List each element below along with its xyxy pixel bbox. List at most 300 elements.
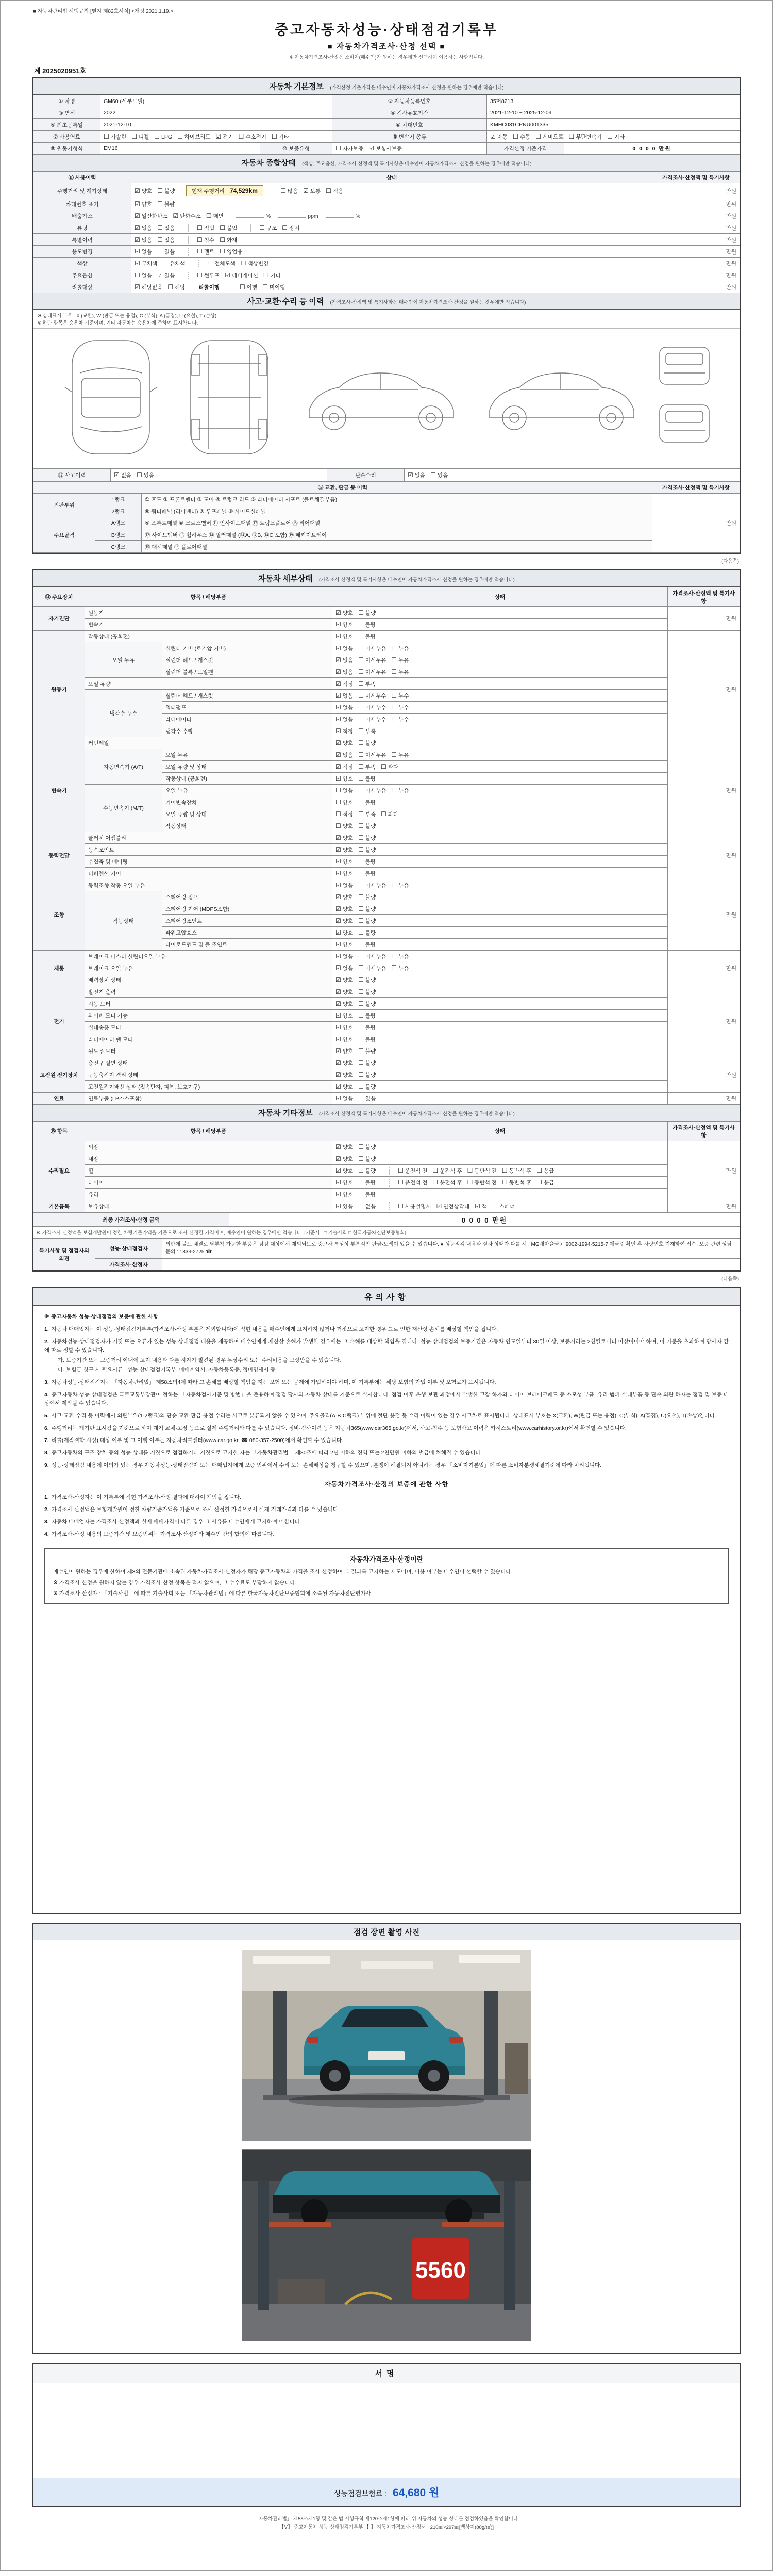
item-name: 추진축 및 베어링 [85,856,332,868]
checkbox-불량[interactable] [358,988,376,996]
item-name: 발전기 출력 [85,986,332,998]
detail-row [33,998,740,1010]
checkbox-양호[interactable] [335,1012,353,1020]
checkbox-불량[interactable] [358,1155,376,1163]
empty-checkbox-icon: ☐ [358,632,364,640]
checkbox-label: 불량 [365,1179,376,1186]
checkbox-장치[interactable] [282,224,299,232]
checkbox-과다[interactable] [381,810,398,818]
notice-item-text: 자동차 매매업자는 가격조사·산정액과 실제 매매가격이 다른 경우 그 사유를 매수인에게 고지하여야 합니다. [51,1519,301,1526]
checkbox-불량[interactable] [358,929,376,937]
checked-checkbox-icon: ☑ [408,471,413,479]
checkbox-누유[interactable] [391,787,409,794]
item-status [332,998,668,1010]
checked-checkbox-icon: ☑ [335,1155,341,1162]
checkbox-불량[interactable] [358,893,376,901]
checkbox-없음[interactable] [135,272,152,279]
checkbox-기타[interactable] [272,133,289,141]
column-header: 가격조사·산정액 및 특기사항 [668,1122,740,1141]
checkbox-양호[interactable] [335,621,353,629]
checkbox-없음[interactable] [335,668,353,676]
checkbox-누수[interactable] [391,716,409,723]
checkbox-불량[interactable] [358,1024,376,1031]
checkbox-없음[interactable] [114,471,131,479]
checkbox-누유[interactable] [391,668,409,676]
item-name: 등속조인트 [85,844,332,856]
checkbox-label: 동반석 후 [509,1179,532,1186]
checkbox-label: 없음 [342,953,354,960]
checkbox-불량[interactable] [358,858,376,866]
checkbox-양호[interactable] [335,988,353,996]
checkbox-양호[interactable] [335,1167,353,1175]
checkbox-없음[interactable] [358,1202,376,1210]
checkbox-부족[interactable] [358,763,376,771]
workshop-car-photo-illustration [242,1950,531,2141]
checkbox-불량[interactable] [358,1047,376,1055]
checkbox-양호[interactable] [335,870,353,877]
checkbox-양호[interactable] [335,976,353,984]
empty-checkbox-icon: ☐ [358,881,364,889]
detail-row [33,856,740,868]
item-status [332,654,668,666]
checkbox-부족[interactable] [358,810,376,818]
checkbox-운전석 전[interactable] [398,1179,427,1187]
checkbox-누수[interactable] [391,692,409,700]
checkbox-적정[interactable] [335,763,353,771]
checkbox-없음[interactable] [135,236,152,244]
checkbox-불량[interactable] [358,1012,376,1020]
checkbox-없음[interactable] [135,224,152,232]
checkbox-무채색[interactable] [135,260,157,267]
checked-checkbox-icon: ☑ [135,212,140,219]
checkbox-양호[interactable] [335,1036,353,1043]
checkbox-양호[interactable] [335,929,353,937]
empty-checkbox-icon: ☐ [271,132,277,140]
overall-condition-title: 자동차 종합상태 [241,159,296,167]
history-item-label: 주요옵션 [33,269,131,281]
accident-flags-table [33,469,740,481]
checkbox-label: 불량 [365,823,376,829]
checkbox-있음[interactable] [157,224,175,232]
checkbox-화재[interactable] [220,236,237,244]
checkbox-불량[interactable] [358,775,376,783]
checkbox-세미오토[interactable] [535,133,563,141]
current-mileage-label: 현재 주행거리 [192,188,225,194]
checkbox-적정[interactable] [335,680,353,688]
checkbox-label: 불량 [365,977,376,984]
price-estimate-cell: 만원 [652,210,740,222]
checkbox-양호[interactable] [335,1071,353,1079]
checkbox-양호[interactable] [335,799,353,806]
checkbox-있음[interactable] [335,1202,353,1210]
checkbox-없음[interactable] [335,1095,353,1103]
checkbox-불량[interactable] [358,609,376,617]
checkbox-불량[interactable] [358,834,376,842]
detail-row [33,607,740,619]
panel-items: ⑫ 사이드멤버 ⑬ 휠하우스 ⑭ 필러패널 (⑭A, ⑭B, ⑭C 포함) ⑲ 패키지트레이 [142,529,652,541]
checkbox-전체도색[interactable] [207,260,235,267]
item-status [332,974,668,986]
empty-checkbox-icon: ☐ [358,869,364,877]
item-name: 타이어 [85,1177,332,1189]
checkbox-양호[interactable] [335,1155,353,1163]
checkbox-불량[interactable] [358,1000,376,1008]
checkbox-동반석 전[interactable] [467,1167,497,1175]
checkbox-디젤[interactable] [131,133,149,141]
checkbox-응급[interactable] [536,1179,554,1187]
empty-checkbox-icon: ☐ [391,881,397,889]
checkbox-수동[interactable] [513,133,530,141]
checkbox-스패너[interactable] [492,1202,515,1210]
etc-info-header [33,1105,740,1121]
checkbox-불량[interactable] [358,1071,376,1079]
measurement-blank-field[interactable] [278,212,306,218]
empty-checkbox-icon: ☐ [501,1178,508,1186]
checkbox-없음[interactable] [335,964,353,972]
checkbox-불량[interactable] [157,187,175,195]
checkbox-렌트[interactable] [197,248,214,256]
checkbox-양호[interactable] [335,1047,353,1055]
checkbox-양호[interactable] [335,633,353,640]
checkbox-유채색[interactable] [162,260,185,267]
checkbox-누수[interactable] [391,704,409,711]
checkbox-잭[interactable] [475,1202,487,1210]
checked-checkbox-icon: ☑ [173,212,179,219]
item-status [332,1057,668,1069]
checkbox-양호[interactable] [335,858,353,866]
column-header: 가격조사·산정액 및 특기사항 [668,587,740,607]
checkbox-불량[interactable] [358,739,376,747]
column-header: 상태 [131,172,652,183]
subgroup-name: 오일 누유 [85,642,162,678]
checkbox-미세누유[interactable] [358,787,386,794]
checkbox-미세누유[interactable] [358,953,386,960]
history-item-status [131,258,652,269]
checkbox-하이브리드[interactable] [177,133,210,141]
empty-checkbox-icon: ☐ [492,1202,498,1210]
empty-checkbox-icon: ☐ [381,810,386,818]
checkbox-양호[interactable] [335,846,353,854]
checkbox-불량[interactable] [358,822,376,830]
checkbox-label: 양호 [342,929,354,936]
checkbox-label: 불량 [365,1036,376,1043]
checkbox-미세누유[interactable] [358,882,386,889]
item-status [332,1189,668,1200]
measurement-blank-field[interactable] [326,212,354,218]
checkbox-탄화수소[interactable] [173,212,200,220]
checkbox-label: 양호 [342,1001,354,1007]
checkbox-보험사보증[interactable] [368,145,401,152]
checked-checkbox-icon: ☑ [335,964,341,972]
checkbox-불량[interactable] [358,1036,376,1043]
checkbox-누유[interactable] [391,645,409,652]
subtitle-note: ※ 자동차가격조사·산정은 소비자(매수인)가 원하는 경우에만 선택하여 이용하는 사항입니다. [289,55,484,60]
checkbox-운전석 후[interactable] [432,1167,462,1175]
checkbox-불량[interactable] [358,633,376,640]
checkbox-불량[interactable] [358,941,376,948]
checkbox-색상변경[interactable] [241,260,268,267]
detail-row [33,1081,740,1093]
checkbox-label: 없음 [141,272,153,279]
checkbox-불량[interactable] [358,799,376,806]
checkbox-해당없음[interactable] [135,283,162,291]
checked-checkbox-icon: ☑ [335,928,341,936]
checkbox-해당[interactable] [167,283,185,291]
column-header: ⑪ 사용이력 [33,172,131,183]
status-code-legend [33,310,740,329]
item-status [332,607,668,619]
item-name: 실린더 블록 / 오일팬 [162,666,332,678]
checkbox-적법[interactable] [197,224,214,232]
checkbox-label: 무채색 [141,260,158,267]
checkbox-label: 일산화탄소 [141,213,168,219]
checkbox-불법[interactable] [220,224,237,232]
checkbox-양호[interactable] [335,1059,353,1067]
notice-item [44,1325,729,1334]
checkbox-양호[interactable] [335,1179,353,1187]
signature-space[interactable] [33,2383,740,2478]
checkbox-무단변속기[interactable] [568,133,601,141]
checkbox-없음[interactable] [335,787,353,794]
empty-checkbox-icon: ☐ [398,1178,404,1186]
checkbox-응급[interactable] [536,1167,554,1175]
notice-item-number: 1. [44,1326,49,1332]
checkbox-미이행[interactable] [262,283,285,291]
checkbox-과다[interactable] [381,763,398,771]
checkbox-미세누유[interactable] [358,656,386,664]
checkbox-누유[interactable] [391,964,409,972]
checked-checkbox-icon: ☑ [335,608,341,616]
etc-row [33,1189,740,1200]
checkbox-미세누수[interactable] [358,704,386,711]
item-name: 스티어링 펌프 [162,891,332,903]
item-status [332,642,668,654]
checkbox-label: 불량 [365,609,376,616]
checkbox-label: 양호 [342,1179,354,1186]
simple-repair-label: 단순수리 [327,469,405,481]
checkbox-양호[interactable] [335,1191,353,1198]
checkbox-자가보증[interactable] [335,145,363,152]
checkbox-썬루프[interactable] [197,272,220,279]
field-label: ① 차명 [33,95,100,107]
empty-checkbox-icon: ☐ [104,132,109,140]
checkbox-label: 누유 [398,669,409,675]
checkbox-자동[interactable] [490,133,508,141]
checkbox-불량[interactable] [358,1143,376,1151]
checkbox-양호[interactable] [335,1000,353,1008]
empty-checkbox-icon: ☐ [358,680,364,687]
checkbox-기타[interactable] [263,272,281,279]
checkbox-많음[interactable] [280,187,298,195]
checkbox-매연[interactable] [206,212,224,220]
checkbox-불량[interactable] [157,200,175,208]
table-header-row [33,482,740,494]
checkbox-없음[interactable] [335,882,353,889]
checkbox-없음[interactable] [335,704,353,711]
checkbox-네비게이션[interactable] [225,272,258,279]
empty-checkbox-icon: ☐ [358,668,364,675]
checkbox-미세누수[interactable] [358,716,386,723]
checkbox-불량[interactable] [358,870,376,877]
exchange-history-row [33,505,740,517]
checkbox-불량[interactable] [358,917,376,925]
checkbox-있음[interactable] [157,248,175,256]
checkbox-없음[interactable] [335,751,353,759]
checkbox-보통[interactable] [303,187,321,195]
checkbox-동반석 후[interactable] [502,1167,531,1175]
checkbox-label: 양호 [342,846,354,853]
checkbox-동반석 후[interactable] [502,1179,531,1187]
checkbox-양호[interactable] [335,893,353,901]
checkbox-가솔린[interactable] [104,133,126,141]
checkbox-누유[interactable] [391,953,409,960]
empty-checkbox-icon: ☐ [607,132,613,140]
checkbox-미세누유[interactable] [358,645,386,652]
checkbox-양호[interactable] [335,917,353,925]
checkbox-label: 불량 [365,621,376,628]
checkbox-불량[interactable] [358,1083,376,1091]
checkbox-수소전기[interactable] [239,133,266,141]
checkbox-있음[interactable] [157,236,175,244]
item-name: 브레이크 오일 누유 [85,962,332,974]
checkbox-불량[interactable] [358,976,376,984]
checked-checkbox-icon: ☑ [157,271,163,279]
checkbox-양호[interactable] [335,1024,353,1031]
detail-row [33,785,740,796]
checkbox-사용설명서[interactable] [398,1202,431,1210]
checkbox-누유[interactable] [391,656,409,664]
empty-checkbox-icon: ☐ [391,691,397,699]
checkbox-label: 누수 [398,716,409,723]
checkbox-없음[interactable] [335,656,353,664]
checkbox-운전석 전[interactable] [398,1167,427,1175]
checkbox-label: 양호 [342,799,354,806]
notice-item [44,1493,729,1502]
checkbox-양호[interactable] [335,609,353,617]
checkbox-영업용[interactable] [220,248,242,256]
notice-item-number: 1. [44,1494,49,1501]
checkbox-적정[interactable] [335,810,353,818]
detail-row [33,678,740,690]
checkbox-있음[interactable] [358,1095,376,1103]
detail-row [33,951,740,962]
checkbox-불량[interactable] [358,621,376,629]
checkbox-양호[interactable] [135,187,152,195]
checkbox-label: 매연 [213,213,224,219]
checkbox-일산화탄소[interactable] [135,212,167,220]
empty-checkbox-icon: ☐ [207,259,213,267]
checkbox-양호[interactable] [335,905,353,913]
checkbox-양호[interactable] [335,1143,353,1151]
detail-row [33,1093,740,1105]
checkbox-양호[interactable] [335,1083,353,1091]
checkbox-양호[interactable] [135,200,152,208]
checkbox-없음[interactable] [335,716,353,723]
checkbox-미세누수[interactable] [358,692,386,700]
item-status [332,678,668,690]
checkbox-있음[interactable] [430,471,448,479]
checkbox-동반석 전[interactable] [467,1179,497,1187]
checkbox-미세누유[interactable] [358,751,386,759]
checkbox-있음[interactable] [137,471,154,479]
checkbox-있음[interactable] [157,272,175,279]
notice-item-number: 5. [44,1413,49,1419]
checkbox-label: 양호 [141,201,153,208]
empty-checkbox-icon: ☐ [358,715,364,723]
checkbox-불량[interactable] [358,905,376,913]
checkbox-없음[interactable] [408,471,425,479]
checkbox-부족[interactable] [358,727,376,735]
item-status [332,725,668,737]
checkbox-이행[interactable] [240,283,257,291]
checkbox-미세누유[interactable] [358,668,386,676]
checkbox-양호[interactable] [335,775,353,783]
checkbox-없음[interactable] [335,692,353,700]
checkbox-label: 미이행 [269,284,285,291]
checkbox-LPG[interactable] [154,133,172,140]
checkbox-불량[interactable] [358,1167,376,1175]
checkbox-전기[interactable] [216,133,233,141]
checkbox-label: 불량 [365,633,376,640]
checkbox-불량[interactable] [358,846,376,854]
checkbox-없음[interactable] [335,645,353,652]
checkbox-label: 불량 [365,1024,376,1031]
measurement-unit: % [265,213,271,219]
accident-history-options [111,469,327,481]
notice-item [44,1530,729,1539]
checkbox-양호[interactable] [335,834,353,842]
checkbox-운전석 후[interactable] [432,1179,462,1187]
checkbox-없음[interactable] [135,248,152,256]
measurement-blank-field[interactable] [236,212,264,218]
checkbox-적정[interactable] [335,727,353,735]
checkbox-기타[interactable] [607,133,625,141]
item-name: 디퍼렌셜 기어 [85,868,332,879]
field-label: ⑩ 보증유형 [260,143,332,155]
checkbox-침수[interactable] [197,236,214,244]
checkbox-적음[interactable] [326,187,343,195]
about-box-title: 자동차가격조사·산정이란 [349,1555,424,1564]
checkbox-없음[interactable] [335,953,353,960]
notice-item [44,1337,729,1355]
checkbox-label: 양호 [342,1036,354,1043]
checkbox-불량[interactable] [358,1179,376,1187]
simple-repair-options [405,469,740,481]
item-name: 시동 모터 [85,998,332,1010]
checkbox-양호[interactable] [335,822,353,830]
checkbox-label: 동반석 전 [474,1179,497,1186]
checkbox-부족[interactable] [358,680,376,688]
checkbox-label: 부족 [365,764,376,770]
checkbox-label: 불량 [365,1012,376,1019]
checkbox-누유[interactable] [391,751,409,759]
checkbox-양호[interactable] [335,739,353,747]
checkbox-양호[interactable] [335,941,353,948]
empty-checkbox-icon: ☐ [335,822,341,829]
checkbox-누유[interactable] [391,882,409,889]
checkbox-불량[interactable] [358,1191,376,1198]
first-registration-value: 2021-12-10 [100,119,332,131]
checkbox-구조[interactable] [259,224,277,232]
checkbox-불량[interactable] [358,1059,376,1067]
checkbox-label: 영업용 [226,248,243,255]
checkbox-label: 불량 [164,188,175,194]
item-name: 내장 [85,1153,332,1165]
checked-checkbox-icon: ☑ [335,739,341,747]
section-front-page [32,77,741,554]
checkbox-안전삼각대[interactable] [436,1202,469,1210]
checkbox-미세누유[interactable] [358,964,386,972]
